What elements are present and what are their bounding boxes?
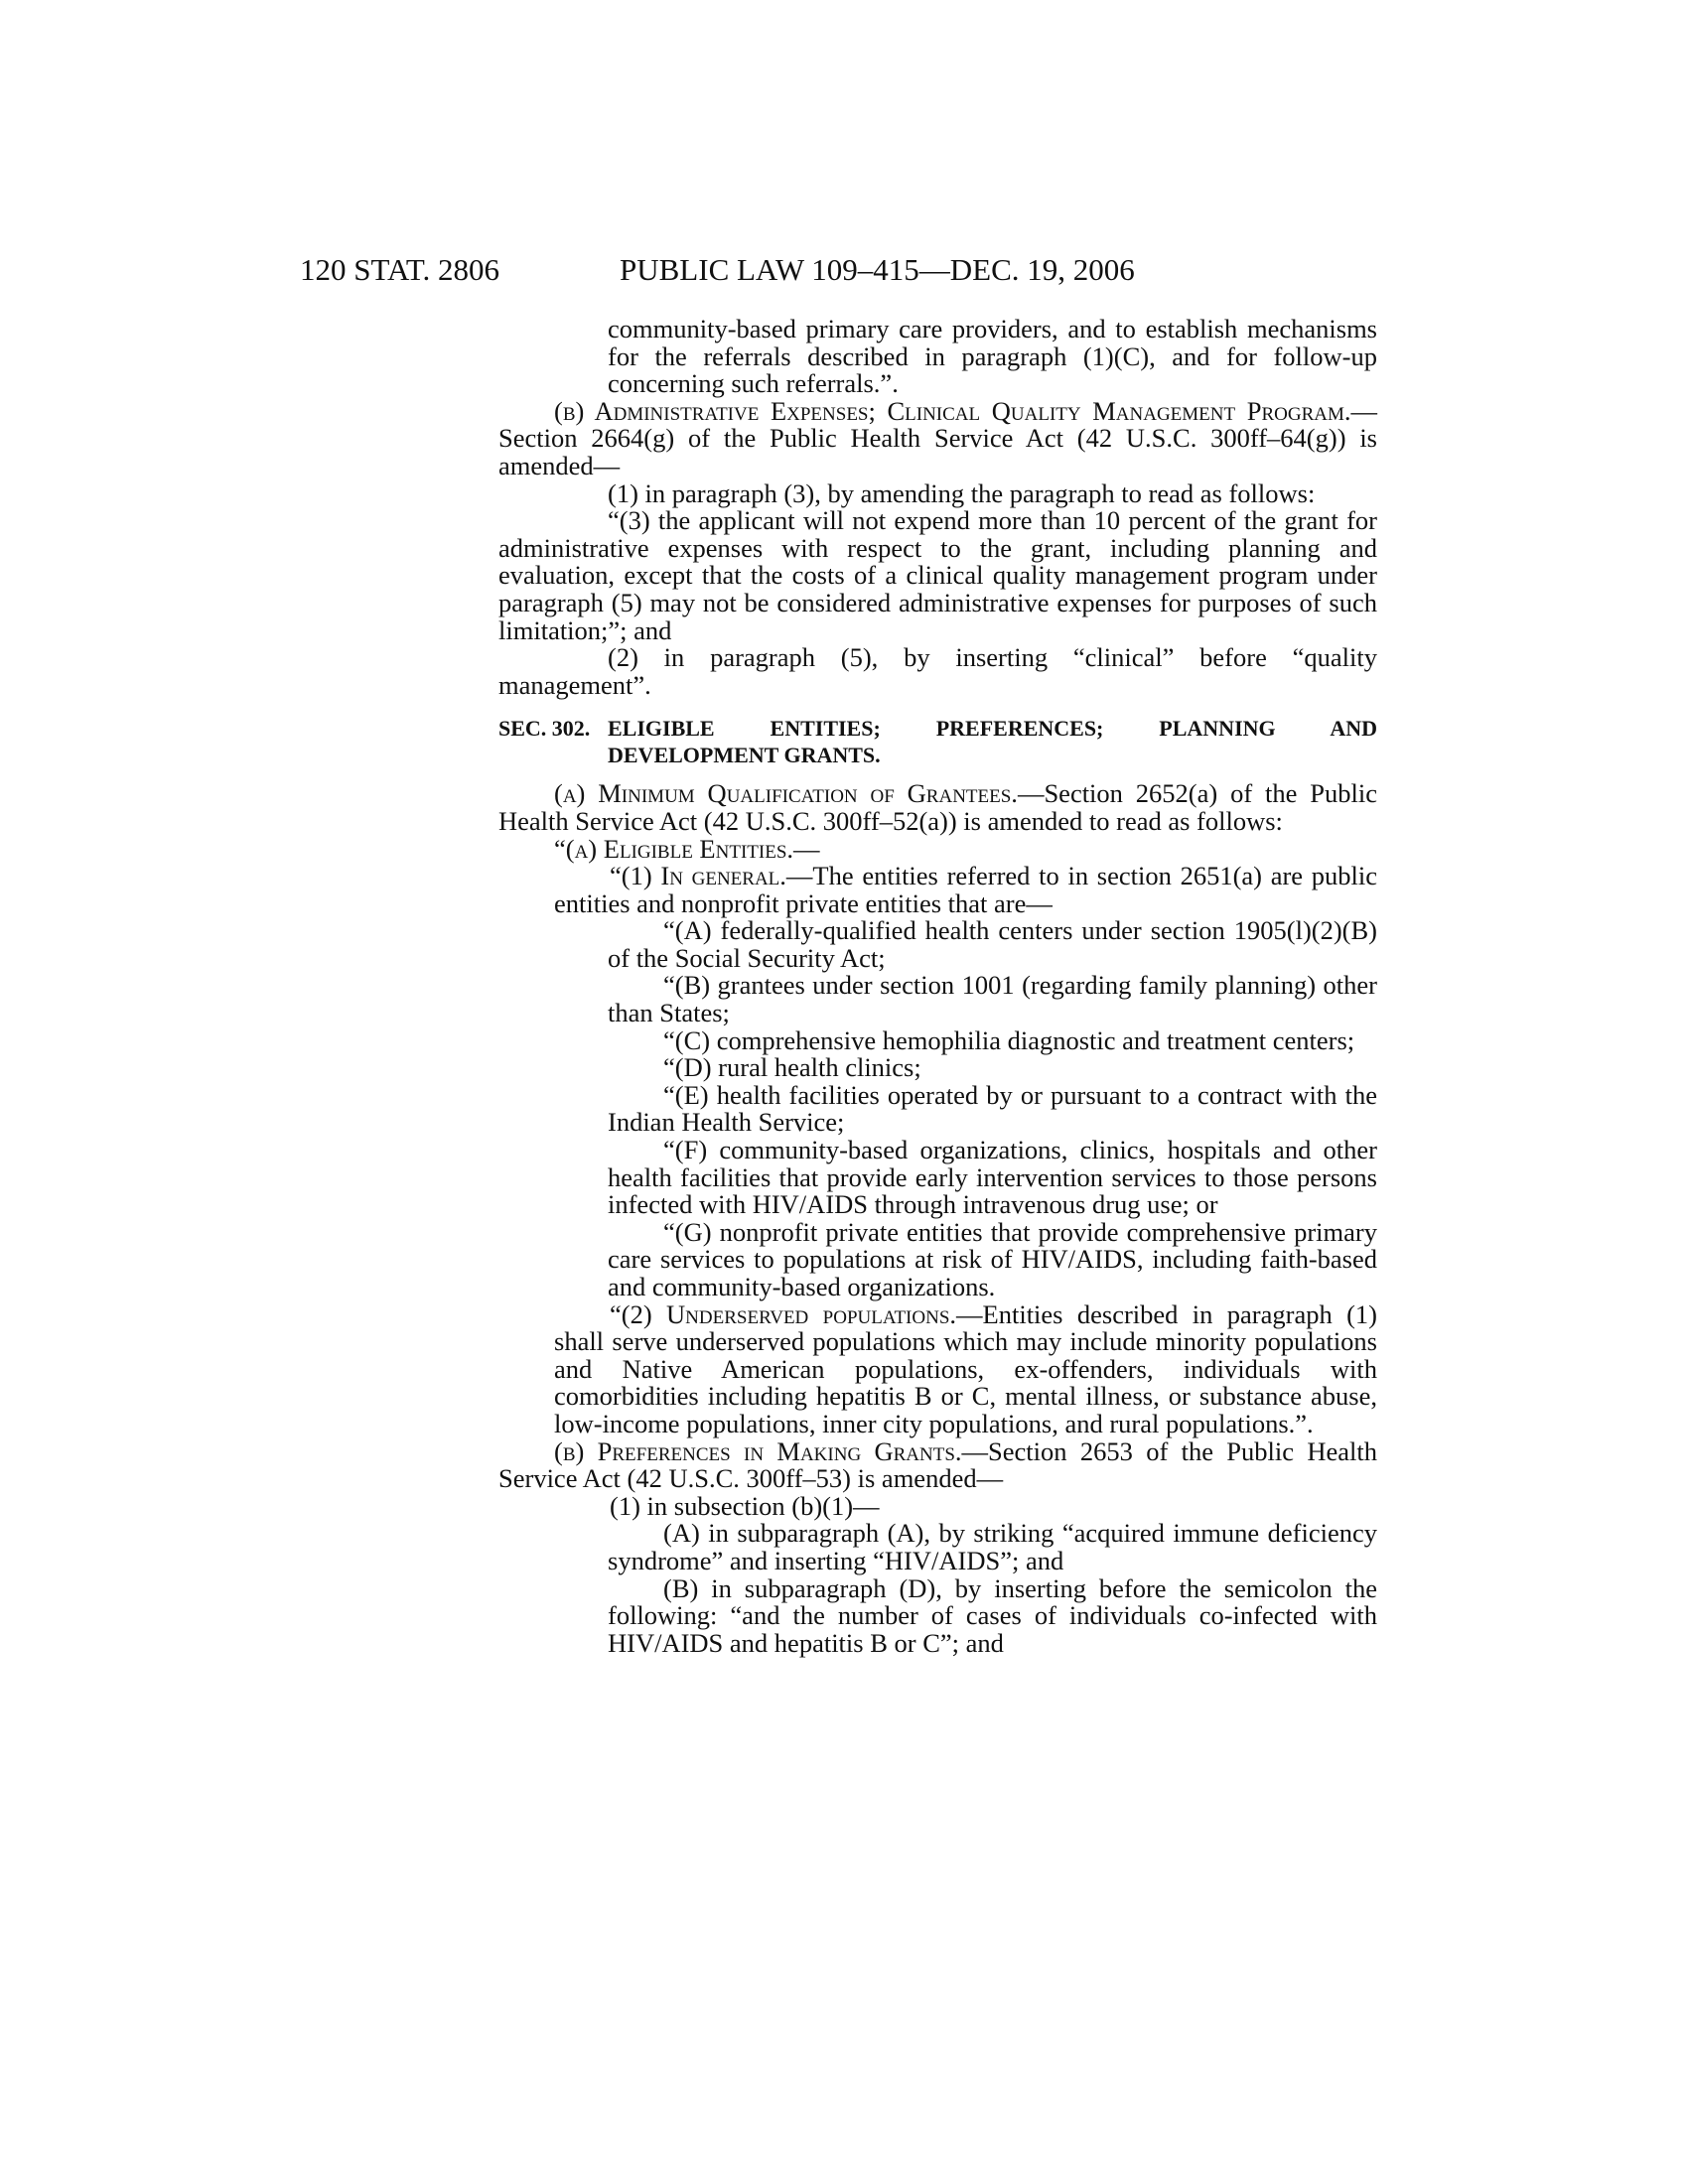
quoted-paragraph-1 <box>554 863 1377 917</box>
quoted-eligible-entities: “(a) Eligible Entities.— <box>554 833 820 864</box>
subparagraph-C: “(C) comprehensive hemophilia diagnostic and treatment centers; <box>663 1024 1355 1055</box>
document-body <box>498 316 1377 1657</box>
quoted-paragraph-2 <box>554 1298 1377 1438</box>
section-number: SEC. 302. <box>498 716 591 742</box>
subsection-text: —Section 2664(g) of the Public Health Service Act (42 U.S.C. 300ff–64(g)) is amended— <box>498 395 1377 480</box>
page-header <box>300 249 1382 291</box>
paragraph-b2: (2) in paragraph (5), by inserting “clinical” before “quality management”. <box>498 642 1377 700</box>
subsection-text: —Section 2653 of the Public Health Service Act (42 U.S.C. 300ff–53) is amended— <box>498 1435 1377 1494</box>
quoted-paragraph-3: “(3) the applicant will not expend more than 10 percent of the grant for administrative expenses with respect to the grant, including planning and evaluation, except that the costs of a clinical quality management program under paragraph (5) may not be considered administrative expenses for purposes of such limitation;”; and <box>498 505 1377 645</box>
subsection-heading: (a) Minimum Qualification of Grantees. <box>554 778 1018 809</box>
paragraph-heading: “(2) Underserved populations. <box>610 1298 957 1329</box>
subparagraph-B: “(B) grantees under section 1001 (regarding family planning) other than States; <box>608 970 1377 1028</box>
running-title: PUBLIC LAW 109–415—DEC. 19, 2006 <box>620 252 1135 287</box>
subparagraph-E: “(E) health facilities operated by or pursuant to a contract with the Indian Health Service; <box>608 1079 1377 1138</box>
subsection-text: —Section 2652(a) of the Public Health Service Act (42 U.S.C. 300ff–52(a)) is amended to read as follows: <box>498 778 1377 836</box>
subsection-a-minimum-qualification <box>498 780 1377 835</box>
subsection-b-admin-expenses <box>498 395 1377 480</box>
paragraph-pb1: (1) in subsection (b)(1)— <box>610 1490 880 1521</box>
section-title-line2: DEVELOPMENT GRANTS. <box>608 743 881 768</box>
subparagraph-G: “(G) nonprofit private entities that provide comprehensive primary care services to populations at risk of HIV/AIDS, including faith-based and community-based organizations. <box>608 1216 1377 1301</box>
paragraph-text: —Entities described in paragraph (1) shall serve underserved populations which may include minority populations and Native American populations, ex-offenders, individuals with comorbidities including hepatitis B or C, mental illness, or substance abuse, low-income populations, inner city populations, and rural populations.”. <box>554 1298 1377 1438</box>
paragraph-heading: “(1) In general. <box>610 861 786 891</box>
subsection-b-preferences <box>498 1435 1377 1494</box>
continuation-text: community-based primary care providers, and to establish mechanisms for the referrals described in paragraph (1)(C), and for follow-up concerning such referrals.”. <box>608 314 1377 399</box>
subparagraph-D: “(D) rural health clinics; <box>663 1052 921 1083</box>
subparagraph-F: “(F) community-based organizations, clinics, hospitals and other health facilities that provide early intervention services to those persons infected with HIV/AIDS through intravenous drug use; or <box>608 1135 1377 1220</box>
paragraph-b1: (1) in paragraph (3), by amending the paragraph to read as follows: <box>608 478 1316 508</box>
statute-page-number: 120 STAT. 2806 <box>300 252 500 287</box>
subsection-heading: (b) Preferences in Making Grants. <box>554 1435 962 1466</box>
subparagraph-A: “(A) federally-qualified health centers under section 1905(l)(2)(B) of the Social Security Act; <box>608 915 1377 973</box>
paragraph-text: —The entities referred to in section 2651(a) are public entities and nonprofit private entities that are— <box>554 861 1377 918</box>
section-title-line1: ELIGIBLE ENTITIES; PREFERENCES; PLANNING AND <box>608 716 1377 742</box>
subparagraph-pbA: (A) in subparagraph (A), by striking “acquired immune deficiency syndrome” and inserting “HIV/AIDS”; and <box>608 1518 1377 1575</box>
section-heading <box>498 715 1377 768</box>
subsection-heading: (b) Administrative Expenses; Clinical Quality Management Program. <box>554 395 1351 426</box>
subparagraph-pbB: (B) in subparagraph (D), by inserting before the semicolon the following: “and the number of cases of individuals co-infected with HIV/AIDS and hepatitis B or C”; and <box>608 1572 1377 1658</box>
